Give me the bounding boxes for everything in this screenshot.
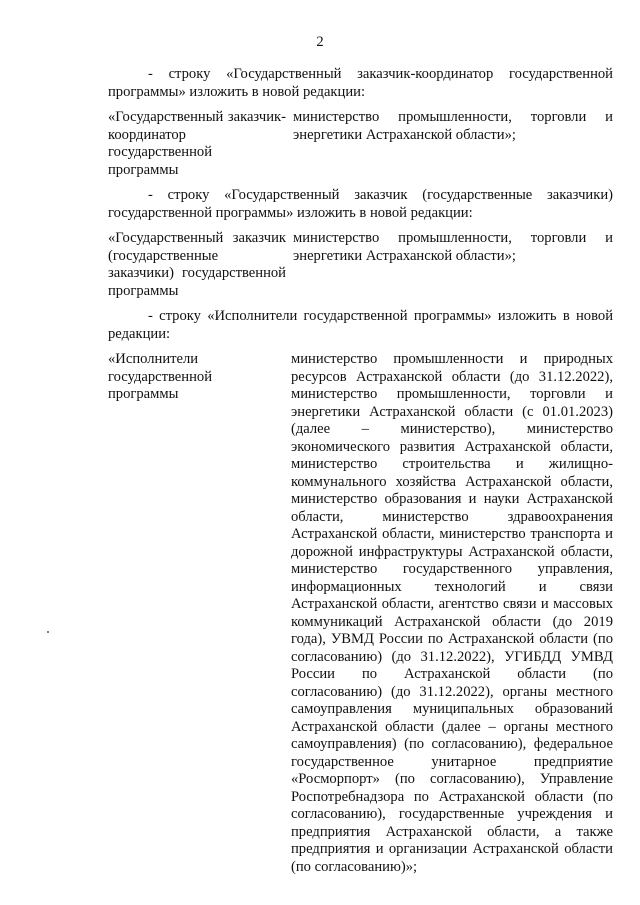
scan-speck <box>47 631 49 633</box>
table-row-coordinator <box>108 109 613 179</box>
paragraph-customer-intro: - строку «Государственный заказчик (государственные заказчики) государственной программы» изложить в новой редакции: <box>108 187 613 221</box>
row-label-executors: «Исполнители государственной программы <box>108 351 213 402</box>
row-label-customer: «Государственный заказчик (государственные заказчики) государственной программы <box>108 230 286 299</box>
paragraph-coordinator-intro: - строку «Государственный заказчик-координатор государственной программы» изложить в новой редакции: <box>108 66 613 100</box>
table-row-executors <box>108 351 613 876</box>
document-body <box>108 66 613 876</box>
row-value-coordinator: министерство промышленности, торговли и энергетики Астраханской области»; <box>293 109 613 143</box>
row-value-customer: министерство промышленности, торговли и энергетики Астраханской области»; <box>293 230 613 264</box>
paragraph-executors-intro: - строку «Исполнители государственной программы» изложить в новой редакции: <box>108 308 613 342</box>
row-label-coordinator: «Государственный заказчик-координатор государственной программы <box>108 109 286 178</box>
row-value-executors: министерство промышленности и природных ресурсов Астраханской области (до 31.12.2022), министерство промышленности, торговли и энергетики Астраханской области (с 01.01.2023) (далее – министерство), министерство экономического развития Астраханской области, министерство строительства и жилищно-коммунального хозяйства Астраханской области, министерство образования и науки Астраханской области, министерство здравоохранения Астраханской области, министерство транспорта и дорожной инфраструктуры Астраханской области, министерство государственного управления, информационных технологий и связи Астраханской области, агентство связи и массовых коммуникаций Астраханской области (до 2019 года), УВМД России по Астраханской области (по согласованию) (до 31.12.2022), УГИБДД УМВД России по Астраханской области (по согласованию) (до 31.12.2022), органы местного самоуправления муниципальных образований Астраханской области (далее – органы местного самоуправления) (по согласованию), федеральное государственное унитарное предприятие «Росморпорт» (по согласованию), Управление Роспотребнадзора по Астраханской области (по согласованию), государственные учреждения и предприятия Астраханской области, а также предприятия и организации Астраханской области (по согласованию)»; <box>291 351 613 875</box>
table-row-customer <box>108 230 613 300</box>
page-number: 2 <box>316 34 324 50</box>
